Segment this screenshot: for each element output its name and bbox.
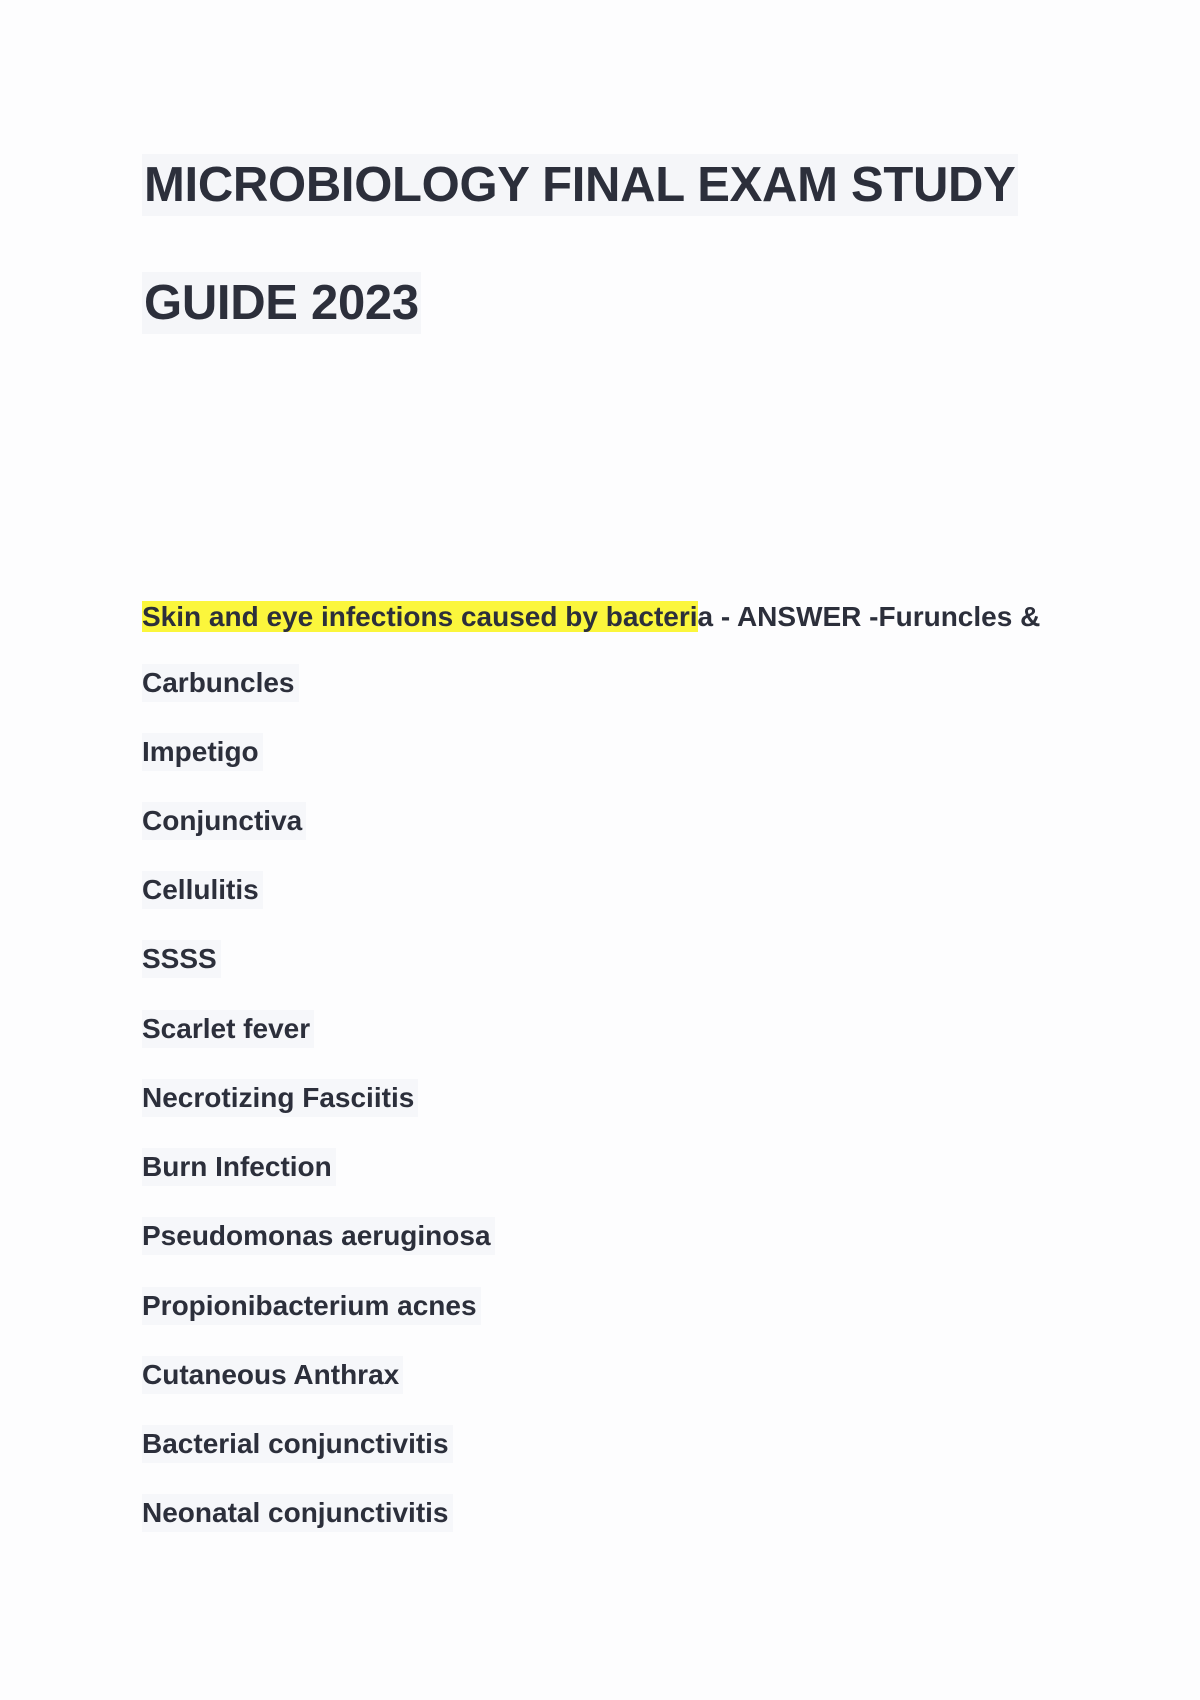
answer-item: Impetigo: [142, 733, 263, 771]
answer-item: Cutaneous Anthrax: [142, 1356, 403, 1394]
answer-item: Propionibacterium acnes: [142, 1287, 481, 1325]
answer-item: Bacterial conjunctivitis: [142, 1425, 453, 1463]
answer-item: Cellulitis: [142, 871, 263, 909]
document-title-line-2: GUIDE 2023: [142, 272, 421, 334]
question-highlighted-text: Skin and eye infections caused by bacteri: [142, 601, 698, 632]
answer-item: Carbuncles: [142, 664, 299, 702]
qa-block: [142, 598, 1082, 1528]
question-answer-intro: a - ANSWER -Furuncles &: [697, 601, 1041, 632]
answer-item: Burn Infection: [142, 1148, 336, 1186]
document-title-line-1: MICROBIOLOGY FINAL EXAM STUDY: [142, 154, 1018, 216]
answer-item: Neonatal conjunctivitis: [142, 1494, 453, 1532]
question-line: [142, 598, 1082, 636]
answer-item: Pseudomonas aeruginosa: [142, 1217, 495, 1255]
answer-item: SSSS: [142, 940, 221, 978]
answer-item: Conjunctiva: [142, 802, 306, 840]
answer-item: Scarlet fever: [142, 1010, 314, 1048]
answer-item: Necrotizing Fasciitis: [142, 1079, 418, 1117]
